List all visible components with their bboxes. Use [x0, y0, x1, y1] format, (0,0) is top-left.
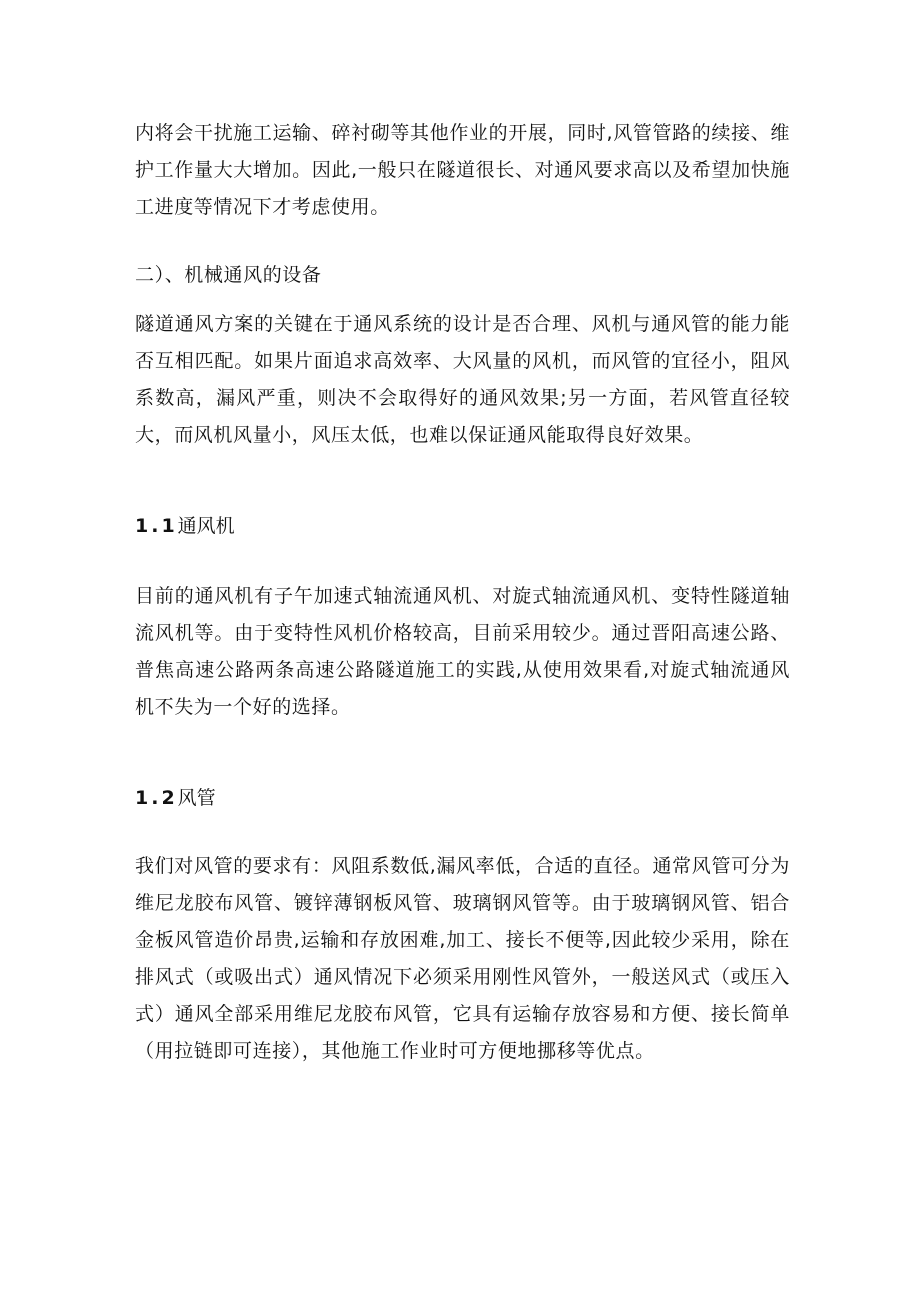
paragraph-continued: 内将会干扰施工运输、碎衬砌等其他作业的开展，同时,风管管路的续接、维护工作量大大增加。因此,一般只在隧道很长、对通风要求高以及希望加快施工进度等情况下才考虑使用。 [135, 122, 790, 218]
subsection-title: 通风机 [177, 515, 235, 537]
subsection-title: 风管 [177, 787, 216, 809]
section-heading: 二）、机械通风的设备 [135, 264, 322, 286]
subsection-number: 1.2 [135, 787, 178, 809]
paragraph-fans: 目前的通风机有子午加速式轴流通风机、对旋式轴流通风机、变特性隧道轴流风机等。由于变特性风机价格较高，目前采用较少。通过晋阳高速公路、普焦高速公路两条高速公路隧道施工的实践,从使用效果看,对旋式轴流通风机不失为一个好的选择。 [135, 585, 790, 718]
subsection-heading-ducts [135, 780, 216, 817]
subsection-heading-fans [135, 508, 235, 545]
paragraph-ducts: 我们对风管的要求有：风阻系数低,漏风率低，合适的直径。通常风管可分为维尼龙胶布风管、镀锌薄钢板风管、玻璃钢风管等。由于玻璃钢风管、铝合金板风管造价昂贵,运输和存放困难,加工、接长不便等,因此较少采用，除在排风式（或吸出式）通风情况下必须采用刚性风管外，一般送风式（或压入式）通风全部采用维尼龙胶布风管，它具有运输存放容易和方便、接长简单（用拉链即可连接），其他施工作业时可方便地挪移等优点。 [135, 855, 790, 1062]
paragraph-design: 隧道通风方案的关键在于通风系统的设计是否合理、风机与通风管的能力能否互相匹配。如果片面追求高效率、大风量的风机，而风管的宜径小，阻风系数高，漏风严重，则决不会取得好的通风效果;另一方面，若风管直径较大，而风机风量小，风压太低，也难以保证通风能取得良好效果。 [135, 313, 790, 446]
subsection-number: 1.1 [135, 515, 178, 537]
